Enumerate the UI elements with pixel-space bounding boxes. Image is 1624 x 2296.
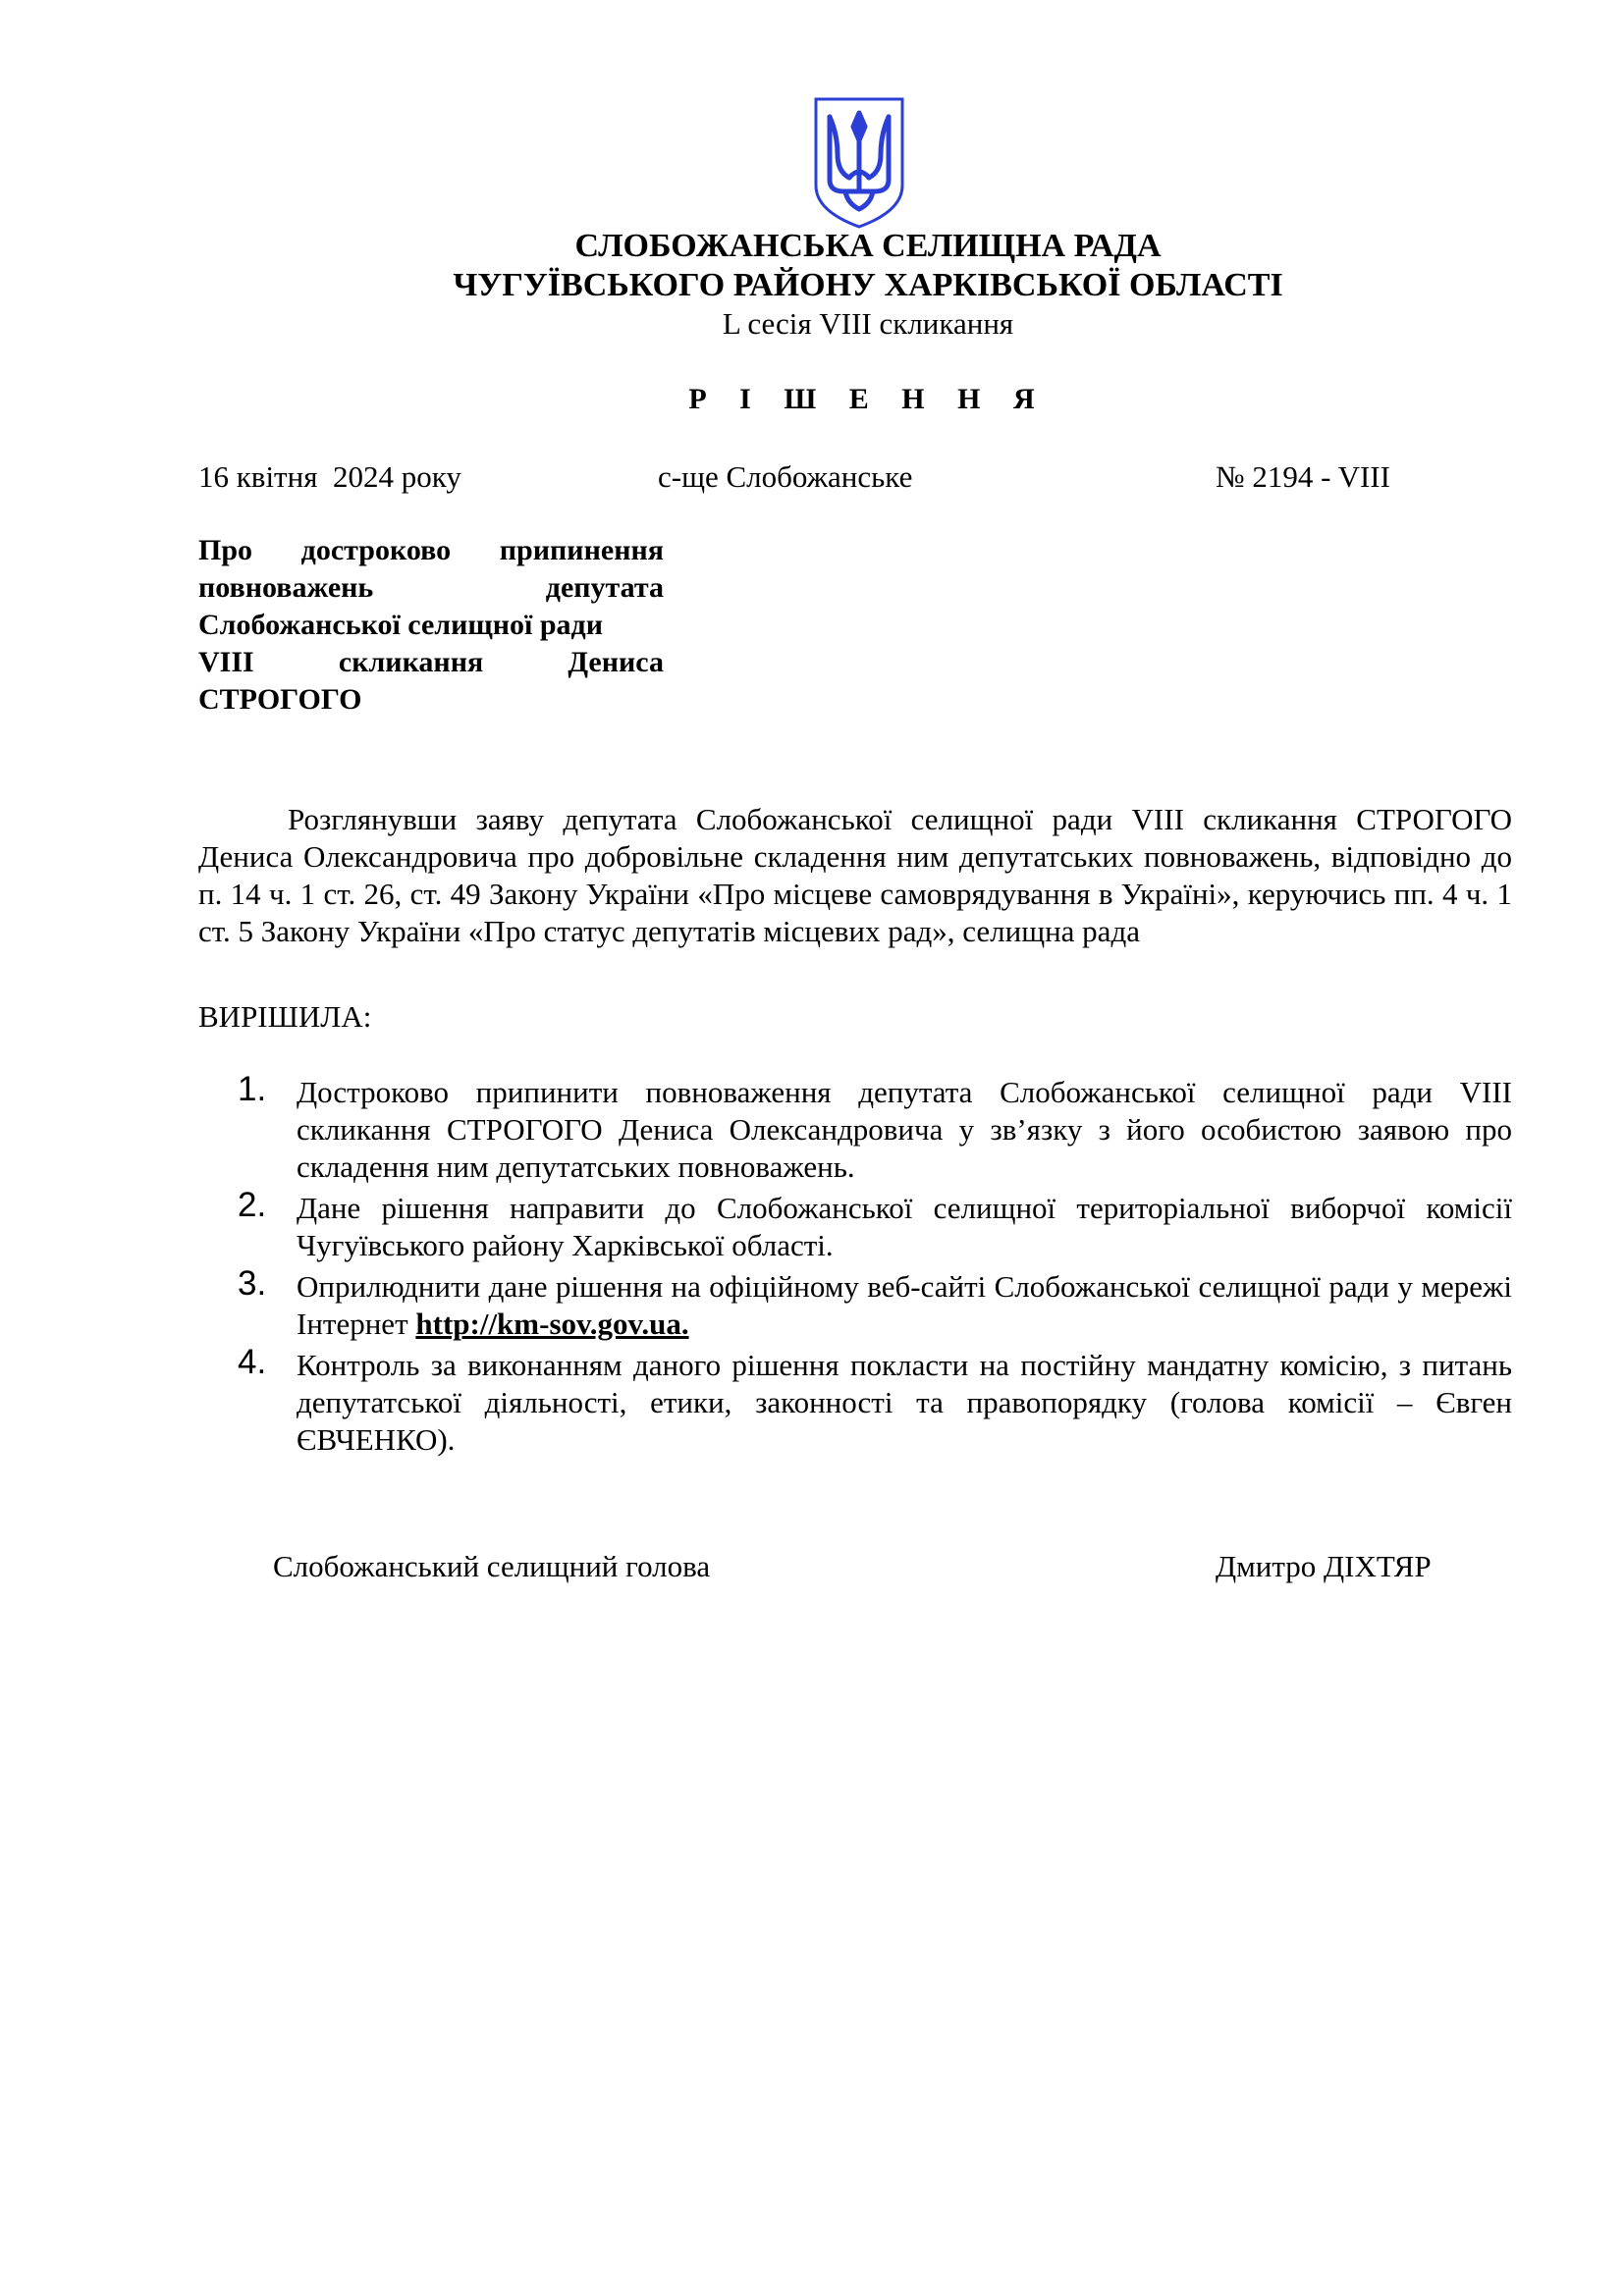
signatory-position: Слобожанський селищний голова xyxy=(273,1549,711,1583)
item-number: 4. xyxy=(238,1343,267,1381)
item-number: 2. xyxy=(238,1186,267,1224)
decision-items xyxy=(236,1070,1512,1463)
decision-date: 16 квітня 2024 року xyxy=(198,459,461,494)
decision-subject xyxy=(198,532,664,719)
list-item xyxy=(236,1186,1512,1264)
list-item xyxy=(236,1070,1512,1186)
subject-line: Про достроково припинення xyxy=(198,534,664,566)
item-number: 1. xyxy=(238,1070,267,1108)
council-name: СЛОБОЖАНСЬКА СЕЛИЩНА РАДА xyxy=(574,228,1162,264)
session-label: L сесія VIII скликання xyxy=(722,306,1014,341)
district-name: ЧУГУЇВСЬКОГО РАЙОНУ ХАРКІВСЬКОЇ ОБЛАСТІ xyxy=(453,267,1283,303)
trident-coat-of-arms-icon xyxy=(810,95,908,233)
item-text: Оприлюднити дане рішення на офіційному веб-сайті Слобожанської селищної ради у мережі Інтернет xyxy=(297,1269,1512,1341)
list-item xyxy=(236,1264,1512,1343)
item-number: 3. xyxy=(238,1264,267,1303)
subject-line: повноважень депутата xyxy=(198,571,664,604)
item-text: Достроково припинити повноваження депутата Слобожанської селищної ради VIII скликання СТРОГОГО Дениса Олександровича у зв’язку з його особистою заявою про складення ним депутатських повноважень. xyxy=(297,1075,1512,1184)
preamble-paragraph: Розглянувши заяву депутата Слобожанської селищної ради VIII скликання СТРОГОГО Дениса Олександровича про добровільне складення ним депутатських повноважень, відповідно до п. 14 ч. 1 ст. 26, ст. 49 Закону України «Про місцеве самоврядування в Україні», керуючись пп. 4 ч. 1 ст. 5 Закону України «Про статус депутатів місцевих рад», селищна рада xyxy=(198,802,1512,948)
subject-line: Слобожанської селищної ради xyxy=(198,609,604,641)
website-link[interactable]: http://km-sov.gov.ua. xyxy=(415,1307,689,1341)
subject-line: СТРОГОГО xyxy=(198,683,362,716)
decision-place: с-ще Слобожанське xyxy=(658,459,913,494)
document-title: Р І Ш Е Н Н Я xyxy=(688,383,1048,415)
decided-label: ВИРІШИЛА: xyxy=(198,999,372,1034)
decision-number: № 2194 - VIII xyxy=(1216,459,1390,494)
subject-line: VIII скликання Дениса xyxy=(198,646,664,678)
item-text: Дане рішення направити до Слобожанської селищної територіальної виборчої комісії Чугуївського району Харківської області. xyxy=(297,1191,1512,1262)
list-item xyxy=(236,1343,1512,1459)
signatory-name: Дмитро ДІХТЯР xyxy=(1216,1549,1432,1583)
item-text: Контроль за виконанням даного рішення покласти на постійну мандатну комісію, з питань депутатської діяльності, етики, законності та правопорядку (голова комісії – Євген ЄВЧЕНКО). xyxy=(297,1348,1512,1457)
